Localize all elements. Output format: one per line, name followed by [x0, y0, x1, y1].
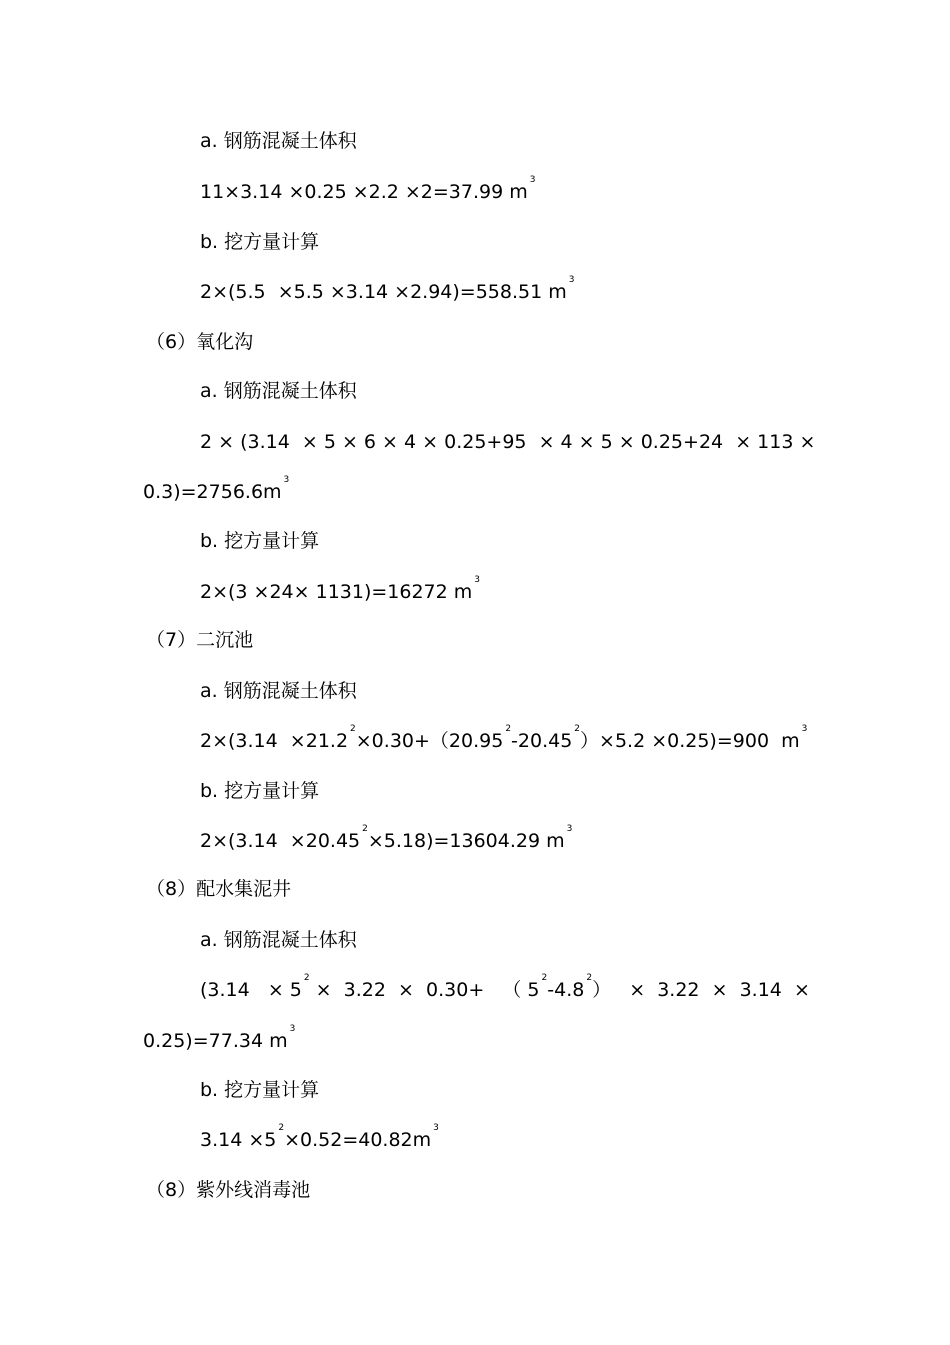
item-label-b: b. 挖方量计算	[200, 1079, 320, 1101]
item-label-a: a. 钢筋混凝土体积	[200, 130, 357, 152]
formula-concrete-volume: 2 × (3.14 × 5 × 6 × 4 × 0.25+95 × 4 × 5 × 0.25+24 × 113 ×	[200, 431, 816, 453]
formula-concrete-volume: $2\times(3.14 \times 21.2^2\times 0.30+(20.95^2-20.45^2)\times 5.2 \times 0.25)=900$ $m^3$	[200, 724, 808, 752]
section-heading-distribution-well: （8）配水集泥井	[146, 878, 292, 900]
item-label-a: a. 钢筋混凝土体积	[200, 680, 357, 702]
item-label-a: a. 钢筋混凝土体积	[200, 929, 357, 951]
formula-concrete-volume: 11×3.14 ×0.25 ×2.2 ×2=37.99 $m^3$	[200, 175, 536, 203]
item-label-b: b. 挖方量计算	[200, 530, 320, 552]
formula-concrete-volume: ($3.14 \times 5^2 \times 3.22 \times 0.30+$ （ $5^2-4.8^2) \times 3.22 \times 3.14$ ×	[200, 973, 810, 1001]
section-heading-uv-disinfection: （8）紫外线消毒池	[146, 1179, 311, 1201]
section-heading-oxidation-ditch: （6）氧化沟	[146, 331, 254, 353]
formula-continuation: $0.3)=2756.6m^3$	[143, 475, 290, 503]
item-label-a: a. 钢筋混凝土体积	[200, 380, 357, 402]
formula-excavation: $3.14 \times 5^2\times 0.52=40.82m^3$	[200, 1123, 439, 1151]
formula-excavation: 2×(5.5 ×5.5 ×3.14 ×2.94)=558.51 $m^3$	[200, 275, 575, 303]
item-label-b: b. 挖方量计算	[200, 231, 320, 253]
section-heading-secondary-clarifier: （7）二沉池	[146, 629, 254, 651]
formula-excavation: $2\times(3.14 \times 20.45^2\times 5.18)=13604.29$ $m^3$	[200, 824, 573, 852]
formula-excavation: 2×(3 ×24× 1131)=16272 $m^3$	[200, 575, 481, 603]
item-label-b: b. 挖方量计算	[200, 780, 320, 802]
formula-continuation: 0.25)=77.34 $m^3$	[143, 1024, 296, 1052]
